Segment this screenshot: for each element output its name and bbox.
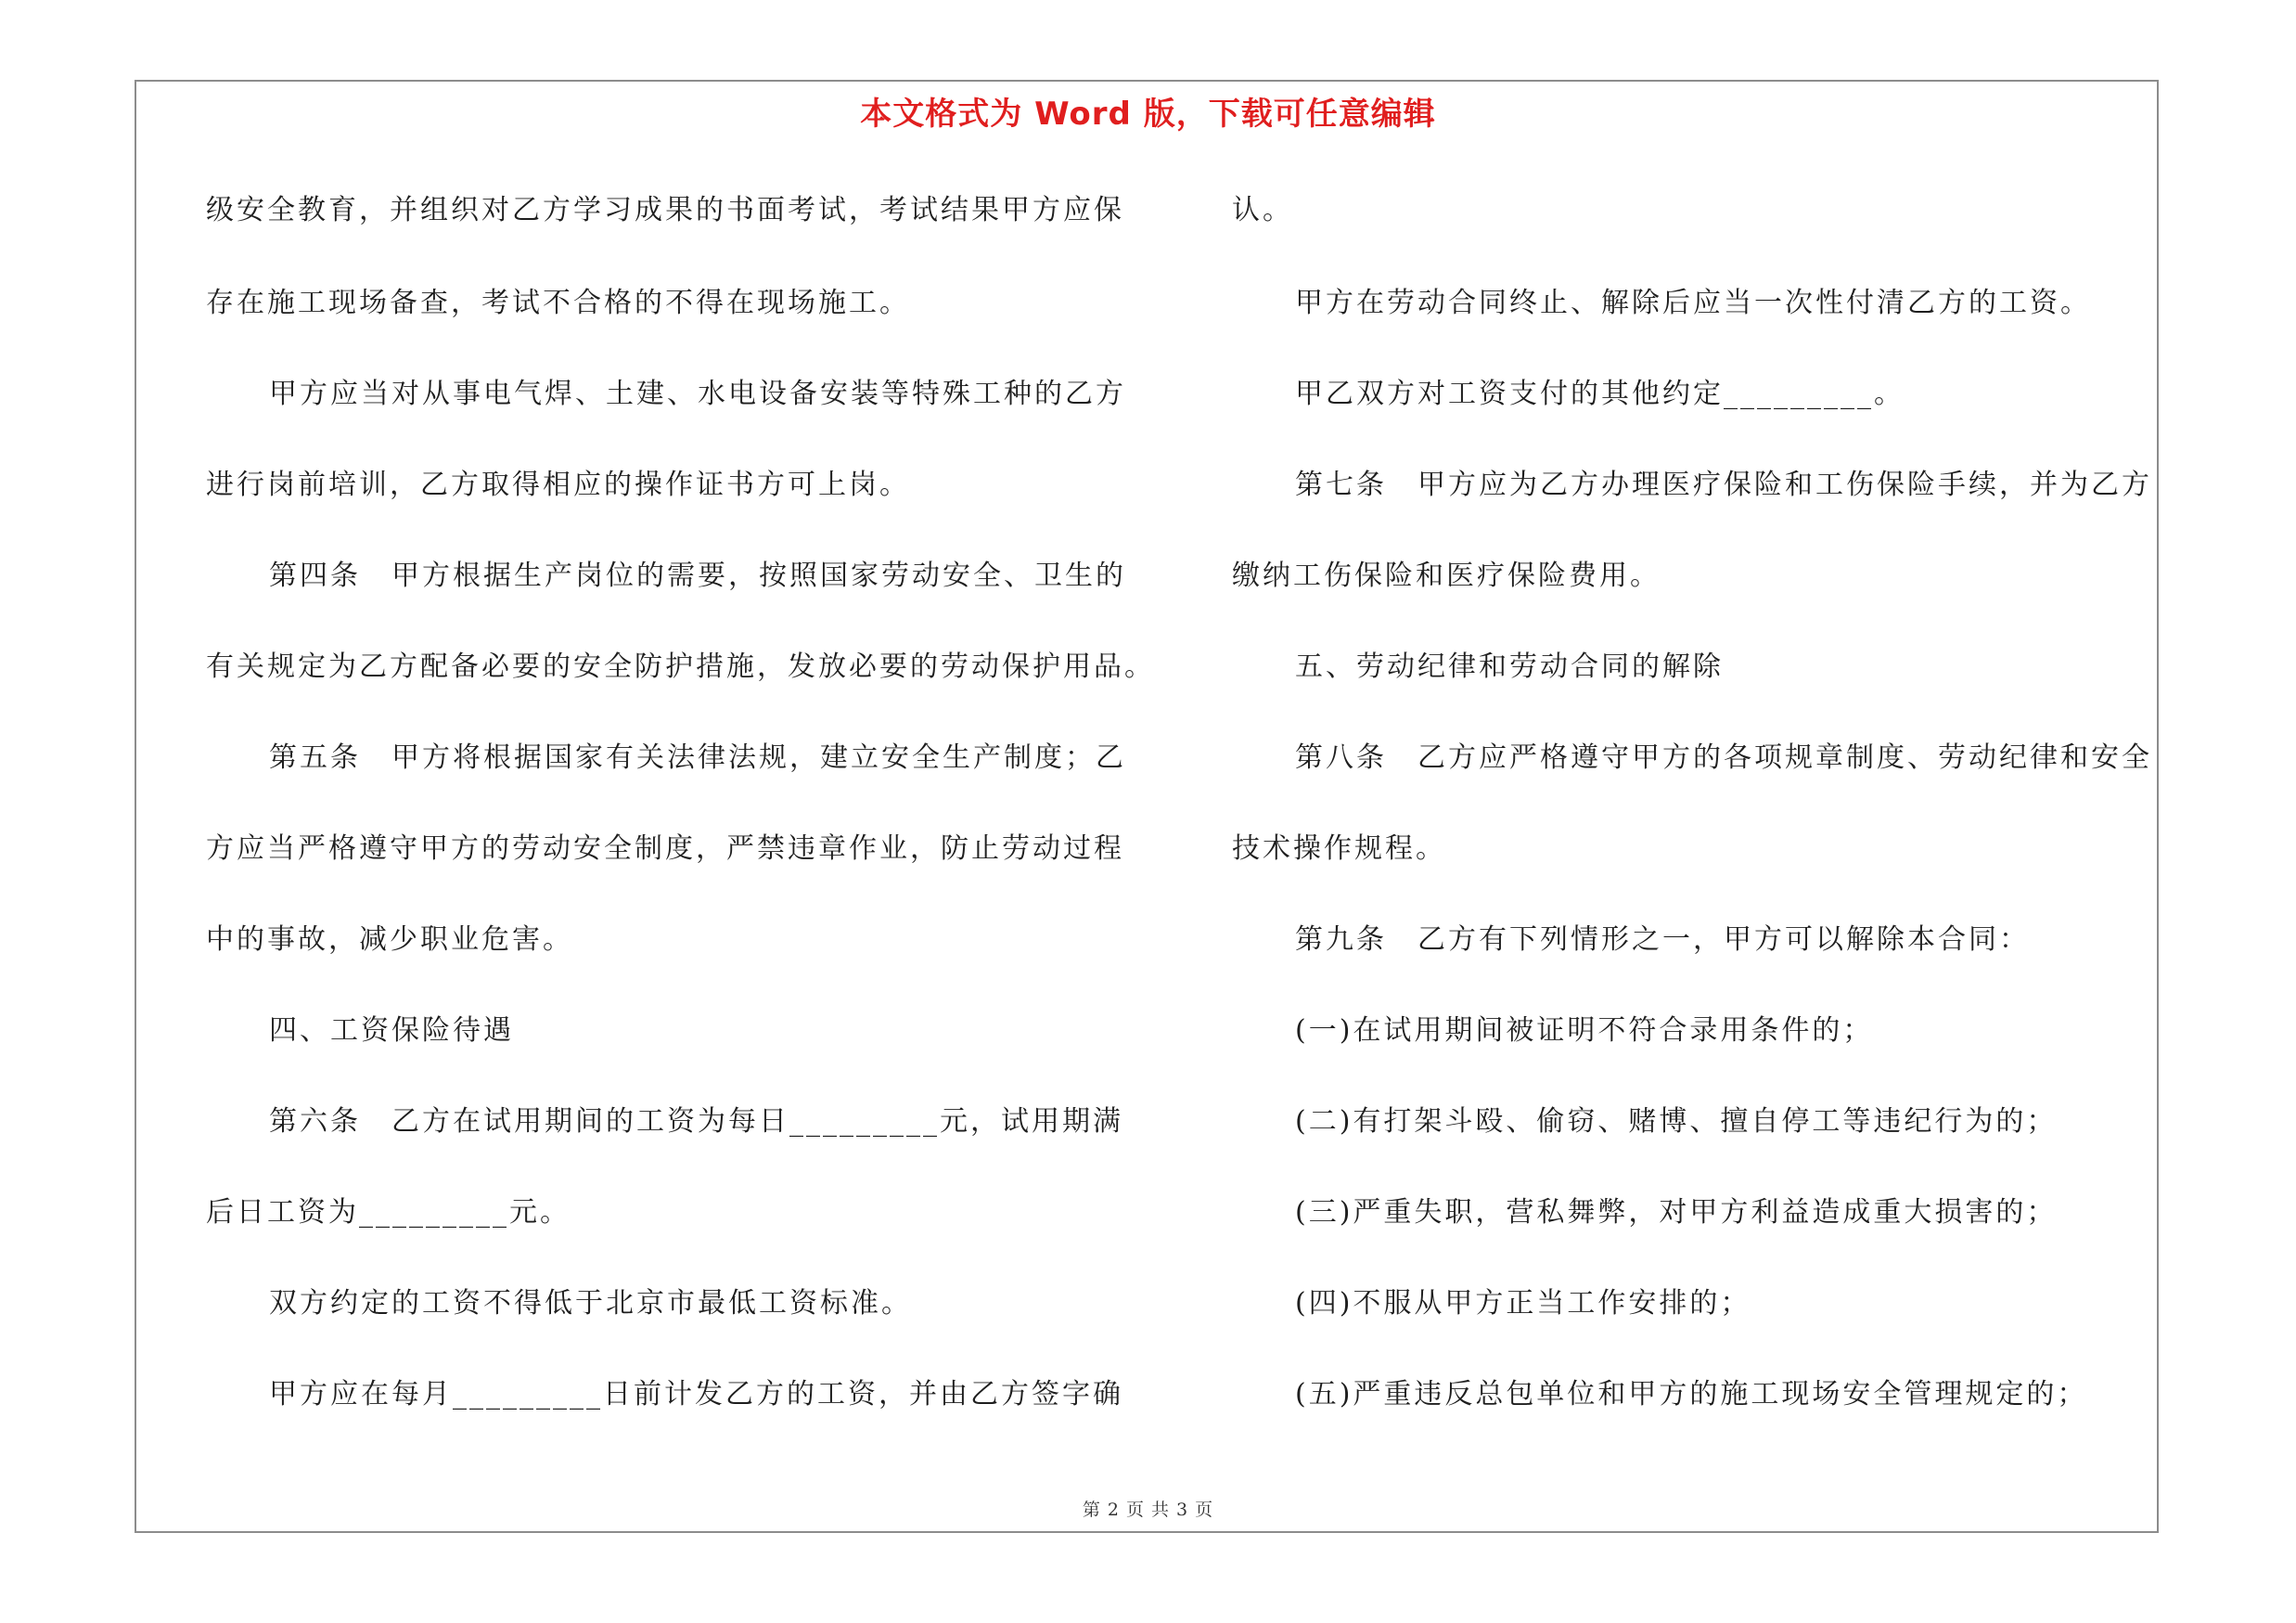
paragraph-line: 有关规定为乙方配备必要的安全防护措施，发放必要的劳动保护用品。 (206, 650, 1155, 683)
article-9: 第九条 乙方有下列情形之一，甲方可以解除本合同： (1295, 923, 2030, 956)
section-heading: 五、劳动纪律和劳动合同的解除 (1295, 650, 1724, 683)
paragraph-line: 缴纳工伤保险和医疗保险费用。 (1232, 560, 1661, 592)
article-8: 第八条 乙方应严格遵守甲方的各项规章制度、劳动纪律和安全 (1295, 741, 2152, 774)
paragraph-line: 甲方应在每月_________日前计发乙方的工资，并由乙方签字确 (269, 1378, 1123, 1410)
article-7: 第七条 甲方应为乙方办理医疗保险和工伤保险手续，并为乙方 (1295, 469, 2152, 501)
paragraph-line: 进行岗前培训，乙方取得相应的操作证书方可上岗。 (206, 469, 910, 501)
paragraph-line: 技术操作规程。 (1232, 832, 1446, 865)
paragraph-line: 后日工资为_________元。 (206, 1196, 571, 1229)
paragraph-line: 方应当严格遵守甲方的劳动安全制度，严禁违章作业，防止劳动过程 (206, 832, 1124, 865)
list-item: (四)不服从甲方正当工作安排的； (1295, 1287, 1751, 1320)
article-6: 第六条 乙方在试用期间的工资为每日_________元，试用期满 (269, 1105, 1123, 1138)
paragraph-line: 级安全教育，并组织对乙方学习成果的书面考试，考试结果甲方应保 (206, 194, 1124, 226)
paragraph-line: 甲方应当对从事电气焊、土建、水电设备安装等特殊工种的乙方 (269, 378, 1126, 410)
list-item: (二)有打架斗殴、偷窃、赌博、擅自停工等违纪行为的； (1295, 1105, 2058, 1138)
paragraph-line: 存在施工现场备查，考试不合格的不得在现场施工。 (206, 287, 910, 319)
header-notice: 本文格式为 Word 版，下载可任意编辑 (860, 96, 1436, 133)
paragraph-line: 中的事故，减少职业危害。 (206, 923, 573, 956)
list-item: (一)在试用期间被证明不符合录用条件的； (1295, 1014, 1874, 1047)
article-5: 第五条 甲方将根据国家有关法律法规，建立安全生产制度；乙 (269, 741, 1126, 774)
section-heading: 四、工资保险待遇 (269, 1014, 514, 1047)
page-number: 第 2 页 共 3 页 (1082, 1500, 1214, 1520)
paragraph-line: 双方约定的工资不得低于北京市最低工资标准。 (269, 1287, 912, 1320)
list-item: (三)严重失职，营私舞弊，对甲方利益造成重大损害的； (1295, 1196, 2058, 1229)
paragraph-line: 甲方在劳动合同终止、解除后应当一次性付清乙方的工资。 (1295, 287, 2091, 319)
list-item: (五)严重违反总包单位和甲方的施工现场安全管理规定的； (1295, 1378, 2088, 1410)
paragraph-line: 甲乙双方对工资支付的其他约定_________。 (1295, 378, 1905, 410)
paragraph-line: 认。 (1232, 194, 1293, 226)
article-4: 第四条 甲方根据生产岗位的需要，按照国家劳动安全、卫生的 (269, 560, 1126, 592)
